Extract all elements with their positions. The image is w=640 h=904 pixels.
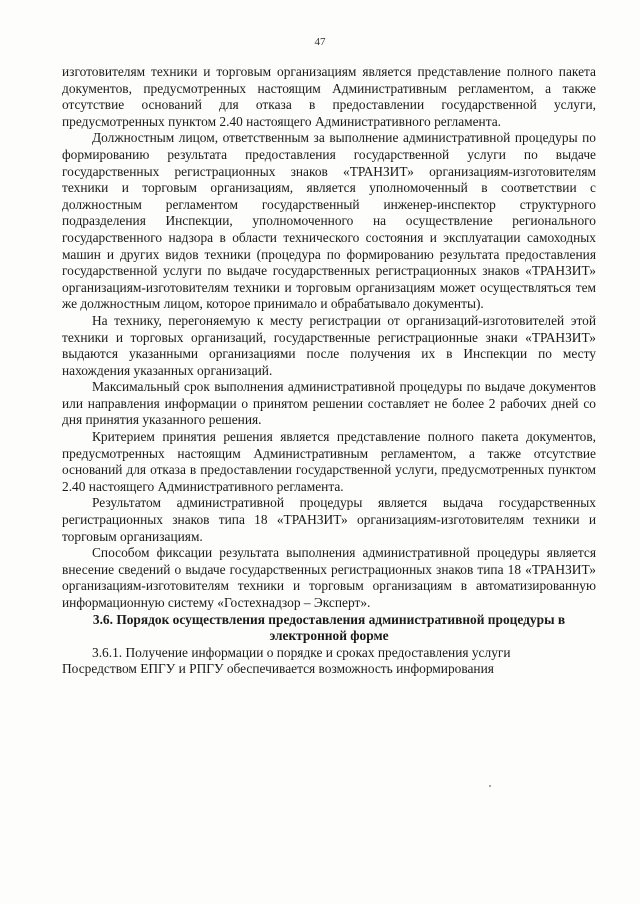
page-number: 47 (314, 36, 326, 48)
paragraph-2: Должностным лицом, ответственным за выполнение административной процедуры по формированию результата предоставления государственной услуги по выдаче государственных регистрационных знаков «ТРАНЗИТ» организациям-изготовителям техники и торговым организациям, является уполномоченный в соответствии с должностным регламентом государственный инженер-инспектор структурного подразделения Инспекции, уполномоченного на осуществление регионального государственного надзора в области технического состояния и эксплуатации самоходных машин и других видов техники (процедура по формированию результата предоставления государственной услуги по выдаче государственных регистрационных знаков «ТРАНЗИТ» организациям-изготовителям техники и торговым организациям может осуществляться тем же должностным лицом, которое принимало и обрабатывало документы). (62, 130, 596, 312)
paragraph-3: На технику, перегоняемую к месту регистрации от организаций-изготовителей этой техники и торговых организаций, государственные регистрационные знаки «ТРАНЗИТ» выдаются указанными организациями после получения их в Инспекции по месту нахождения указанных организаций. (62, 312, 596, 378)
paragraph-7: Способом фиксации результата выполнения административной процедуры является внесение сведений о выдаче государственных регистрационных знаков типа 18 «ТРАНЗИТ» организациям-изготовителям техники и торговым организациям в автоматизированную информационную систему «Гостехнадзор – Эксперт». (62, 545, 596, 610)
paragraph-1: изготовителям техники и торговым организациям является представление полного пакета документов, предусмотренных настоящим Административным регламентом, а также отсутствие оснований для отказа в предоставлении государственной услуги, предусмотренных пунктом 2.40 настоящего Административного регламента. (62, 64, 596, 129)
document-body (62, 64, 596, 678)
scan-speck (489, 785, 491, 787)
subsection-text: Посредством ЕПГУ и РПГУ обеспечивается возможность информирования (62, 661, 494, 677)
subsection-title: 3.6.1. Получение информации о порядке и сроках предоставления услуги (92, 644, 511, 660)
paragraph-5: Критерием принятия решения является представление полного пакета документов, предусмотренных настоящим Административным регламентом, а также отсутствие оснований для отказа в предоставлении государственной услуги, предусмотренных пунктом 2.40 настоящего Административного регламента. (62, 429, 596, 494)
paragraph-4: Максимальный срок выполнения административной процедуры по выдаче документов или направления информации о принятом решении составляет не более 2 рабочих дней со дня принятия указанного решения. (62, 379, 596, 428)
paragraph-6: Результатом административной процедуры является выдача государственных регистрационных знаков типа 18 «ТРАНЗИТ» организациям-изготовителям техники и торговым организациям. (62, 495, 596, 544)
section-heading: 3.6. Порядок осуществления предоставления административной процедуры в электронной форме (92, 611, 566, 644)
